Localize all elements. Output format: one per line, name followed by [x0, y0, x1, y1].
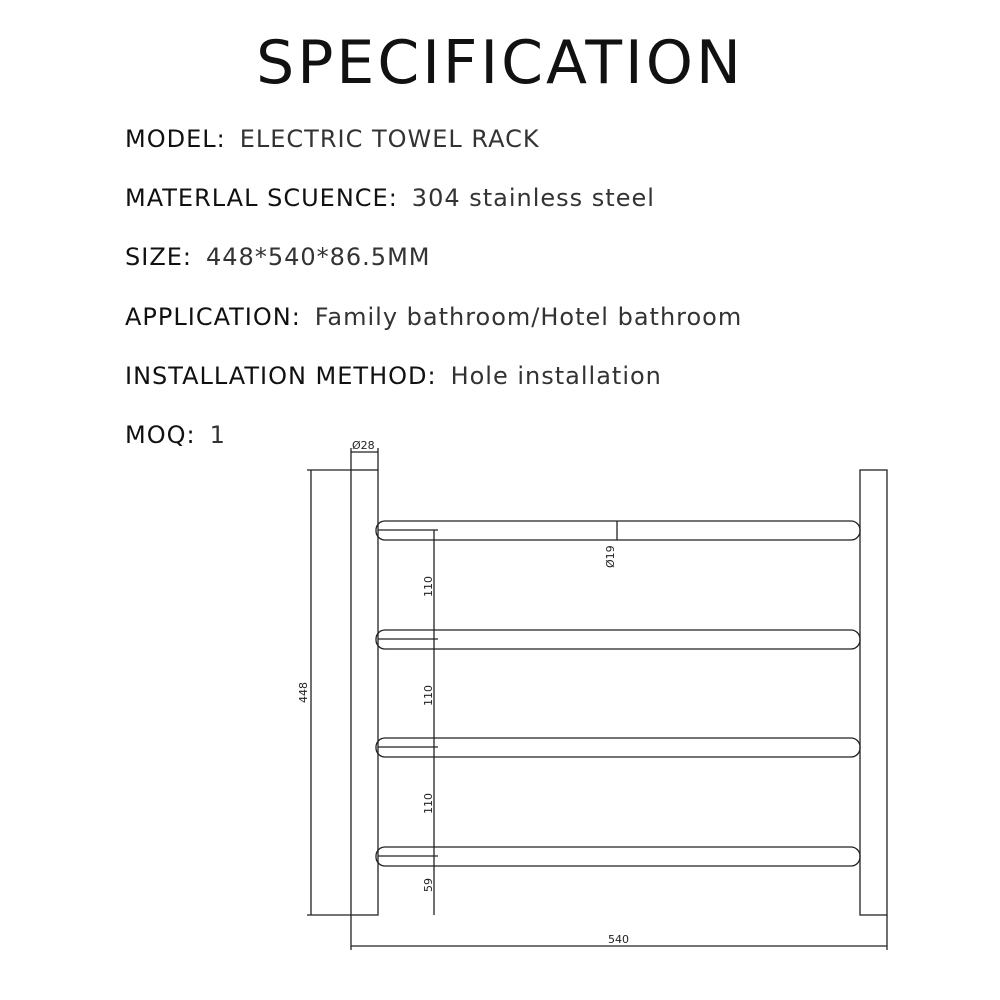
spec-moq-value: 1: [209, 421, 226, 449]
spec-model-label: MODEL:: [125, 125, 226, 153]
bottom-offset-label: 59: [422, 878, 435, 892]
rail-bar-4: [376, 847, 860, 866]
spec-model-value: ELECTRIC TOWEL RACK: [239, 125, 540, 153]
spec-application-label: APPLICATION:: [125, 303, 301, 331]
spacing-3-label: 110: [422, 793, 435, 814]
spec-material-value: 304 stainless steel: [411, 184, 655, 212]
spec-application-value: Family bathroom/Hotel bathroom: [314, 303, 743, 331]
spec-size-label: SIZE:: [125, 243, 193, 271]
spec-moq-label: MOQ:: [125, 421, 196, 449]
right-post: [860, 470, 887, 915]
post-diameter-label: Ø28: [352, 439, 375, 452]
bar-diameter-label: Ø19: [604, 545, 617, 568]
height-label: 448: [297, 682, 310, 703]
rail-bar-2: [376, 630, 860, 649]
spec-installation-value: Hole installation: [450, 362, 662, 390]
spec-size-value: 448*540*86.5MM: [206, 243, 431, 271]
rail-bar-3: [376, 738, 860, 757]
rail-bar-1: [376, 521, 860, 540]
spec-material-label: MATERLAL SCUENCE:: [125, 184, 398, 212]
width-label: 540: [608, 933, 629, 946]
left-post: [351, 470, 378, 915]
page-title: SPECIFICATION: [256, 28, 744, 98]
spacing-1-label: 110: [422, 576, 435, 597]
spec-installation-label: INSTALLATION METHOD:: [125, 362, 437, 390]
spacing-2-label: 110: [422, 685, 435, 706]
